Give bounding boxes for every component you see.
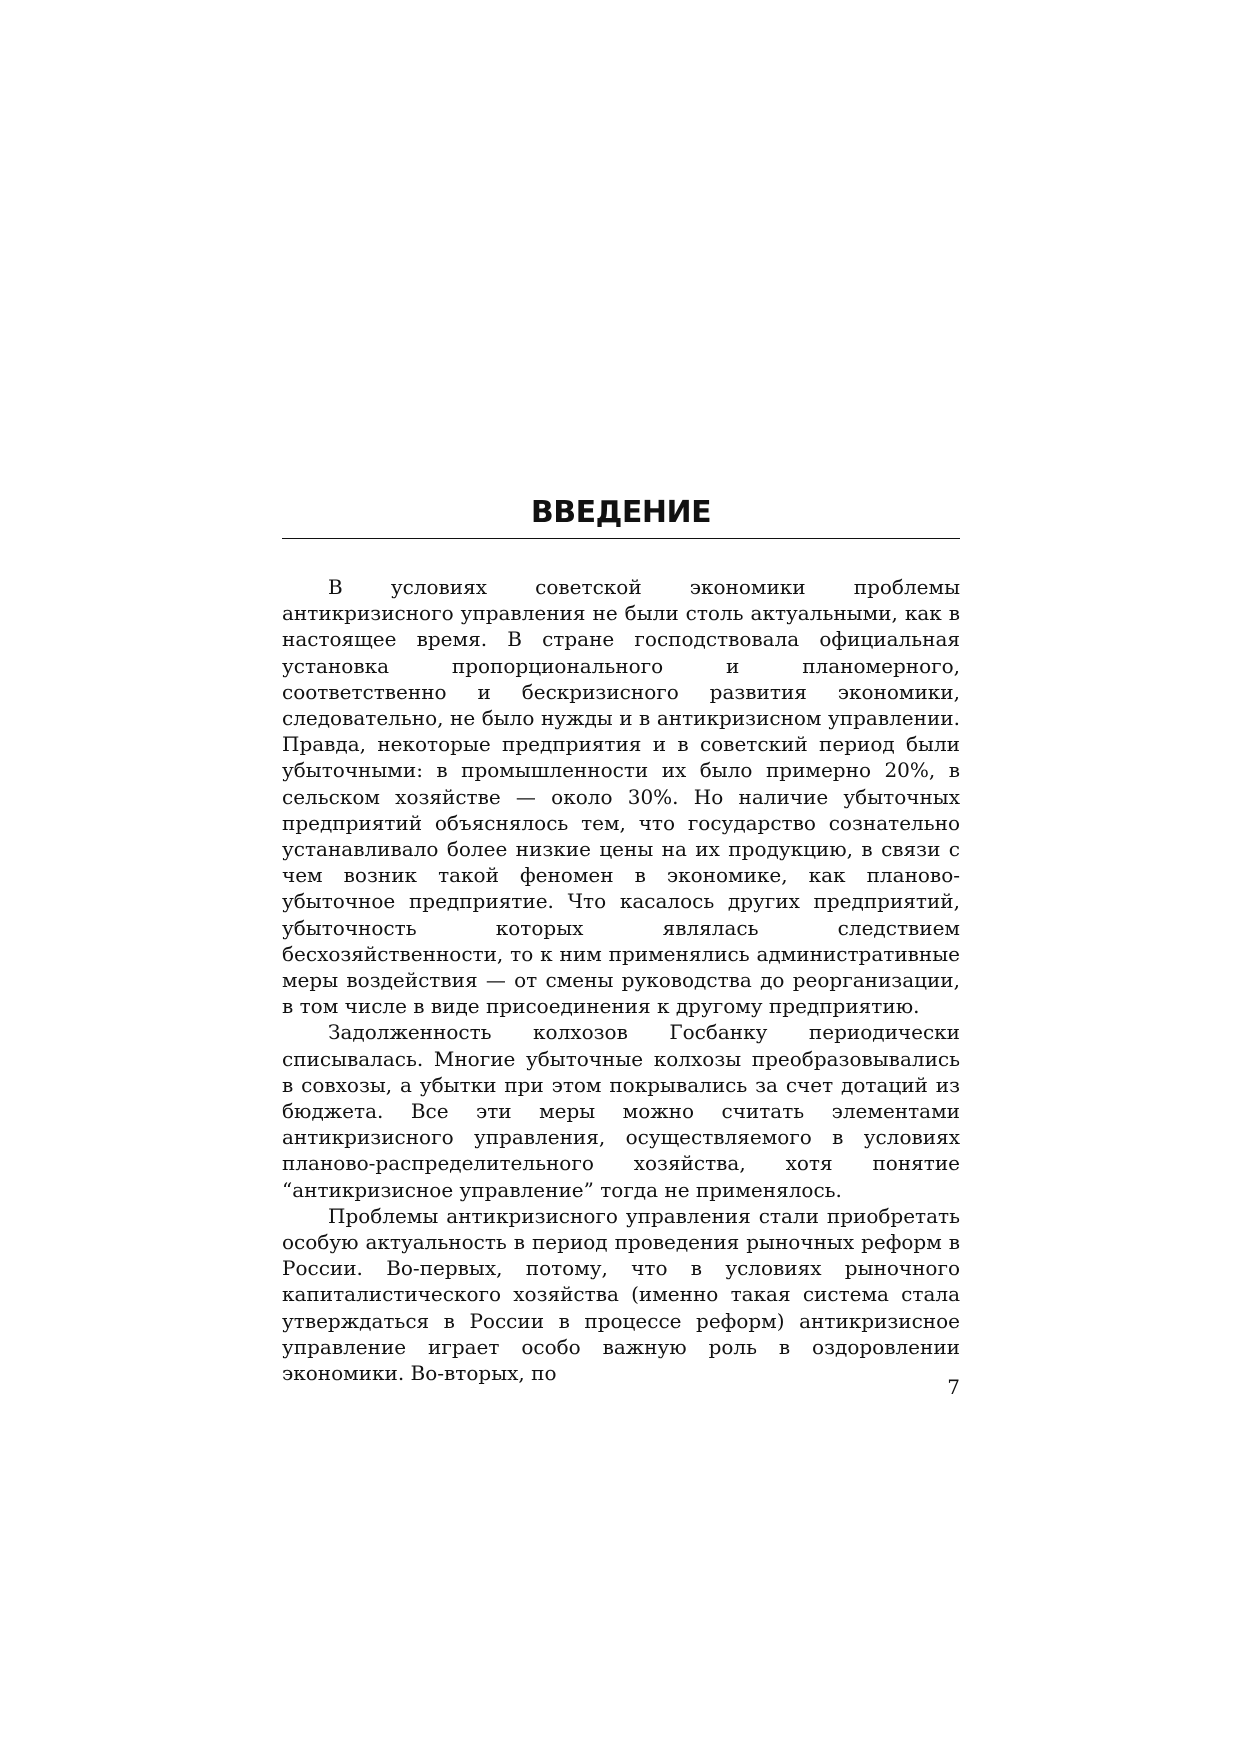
chapter-heading: ВВЕДЕНИЕ xyxy=(530,495,712,530)
page-number: 7 xyxy=(947,1375,960,1399)
paragraph-1: В условиях советской экономики проблемы антикризисного управления не были столь актуальными, как в настоящее время. В стране господствовала официальная установка пропорционального и планомерного, соответственно и бескризисного развития экономики, следовательно, не было нужды и в антикризисном управлении. Правда, некоторые предприятия и в советский период были убыточными: в промышленности их было примерно 20%, в сельском хозяйстве — около 30%. Но наличие убыточных предприятий объяснялось тем, что государство сознательно устанавливало более низкие цены на их продукцию, в связи с чем возник такой феномен в экономике, как планово-убыточное предприятие. Что касалось других предприятий, убыточность которых являлась следствием бесхозяйственности, то к ним применялись административные меры воздействия — от смены руководства до реорганизации, в том числе в виде присоединения к другому предприятию. xyxy=(282,575,960,1019)
paragraph-3: Проблемы антикризисного управления стали приобретать особую актуальность в период проведения рыночных реформ в России. Во-первых, потому, что в условиях рыночного капиталистического хозяйства (именно такая система стала утверждаться в России в процессе реформ) антикризисное управление играет особо важную роль в оздоровлении экономики. Во-вторых, по xyxy=(282,1203,960,1386)
heading-underline xyxy=(282,538,960,539)
paragraph-2: Задолженность колхозов Госбанку периодически списывалась. Многие убыточные колхозы преобразовывались в совхозы, а убытки при этом покрывались за счет дотаций из бюджета. Все эти меры можно считать элементами антикризисного управления, осуществляемого в условиях планово-распределительного хозяйства, хотя понятие “антикризисное управление” тогда не применялось. xyxy=(282,1020,960,1202)
body-text xyxy=(282,574,960,1386)
